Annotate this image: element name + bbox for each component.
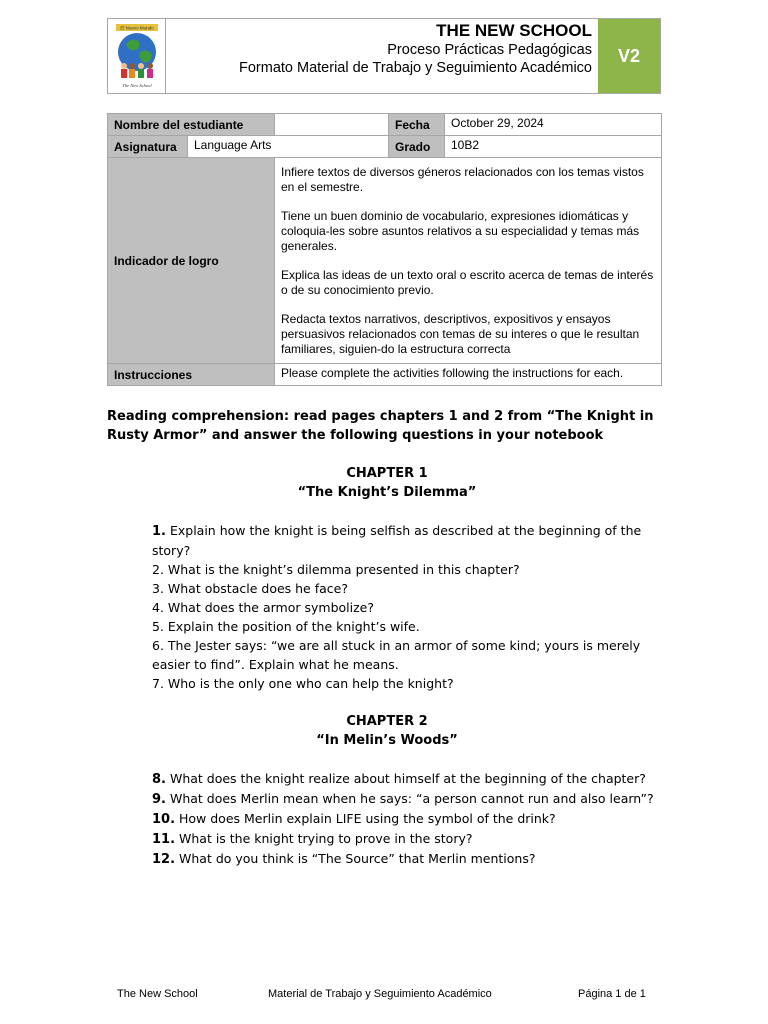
question-item: 3. What obstacle does he face? <box>152 581 348 596</box>
chapter1-questions <box>107 521 667 693</box>
question-item: 1. Explain how the knight is being selfish as described at the beginning of the story? <box>152 523 642 558</box>
worksheet-body <box>107 407 667 869</box>
svg-text:El Nuevo Mundo: El Nuevo Mundo <box>119 25 154 31</box>
student-info-table <box>107 113 662 386</box>
school-logo <box>108 19 166 93</box>
date-label: Fecha <box>389 114 445 136</box>
question-item: 4. What does the armor symbolize? <box>152 600 374 615</box>
instructions-value: Please complete the activities following the instructions for each. <box>275 364 662 386</box>
question-item: 12. What do you think is “The Source” that Merlin mentions? <box>152 851 536 867</box>
question-item: 9. What does Merlin mean when he says: “a person cannot run and also learn”? <box>152 791 654 807</box>
date-value: October 29, 2024 <box>445 114 662 136</box>
question-item: 11. What is the knight trying to prove in the story? <box>152 831 473 847</box>
document-header <box>107 18 661 94</box>
format-name: Formato Material de Trabajo y Seguimiento Académico <box>238 60 592 76</box>
question-item: 6. The Jester says: “we are all stuck in an armor of some kind; yours is merely easier to find”. Explain what he means. <box>152 638 641 672</box>
indicator-label: Indicador de logro <box>108 158 275 364</box>
version-badge: V2 <box>598 19 660 93</box>
question-item: 7. Who is the only one who can help the knight? <box>152 676 454 691</box>
question-item: 10. How does Merlin explain LIFE using the symbol of the drink? <box>152 811 556 827</box>
indicator-list <box>275 158 662 364</box>
indicator-item: Infiere textos de diversos géneros relacionados con los temas vistos en el semestre. <box>281 165 644 194</box>
indicator-item: Redacta textos narrativos, descriptivos, expositivos y ensayos persuasivos relacionados con temas de su interes o que le resultan familiares, siguien-do la estructura correcta <box>281 312 640 356</box>
indicator-item: Explica las ideas de un texto oral o escrito acerca de temas de interés o de su conocimiento previo. <box>281 268 654 297</box>
grade-label: Grado <box>389 136 445 158</box>
school-title: THE NEW SCHOOL <box>436 21 592 40</box>
chapter2-subtitle: “In Melin’s Woods” <box>316 733 458 748</box>
instructions-label: Instrucciones <box>108 364 275 386</box>
chapter1-title: CHAPTER 1 <box>346 466 428 481</box>
chapter1-subtitle: “The Knight’s Dilemma” <box>297 485 477 500</box>
process-name: Proceso Prácticas Pedagógicas <box>387 42 592 58</box>
student-name-label: Nombre del estudiante <box>108 114 275 136</box>
chapter2-questions <box>107 769 667 869</box>
student-name-field[interactable] <box>275 114 389 136</box>
indicator-item: Tiene un buen dominio de vocabulario, expresiones idiomáticas y coloquia-les sobre asuntos relativos a su especialidad y temas más generales. <box>281 209 640 253</box>
grade-value: 10B2 <box>445 136 662 158</box>
footer-page-number: Página 1 de 1 <box>578 988 646 1000</box>
question-item: 2. What is the knight’s dilemma presented in this chapter? <box>152 562 520 577</box>
chapter2-title: CHAPTER 2 <box>346 714 428 729</box>
footer-school: The New School <box>117 988 198 1000</box>
question-item: 5. Explain the position of the knight’s wife. <box>152 619 420 634</box>
reading-intro: Reading comprehension: read pages chapters 1 and 2 from “The Knight in Rusty Armor” and answer the following questions in your notebook <box>107 409 654 443</box>
globe-logo-icon <box>114 22 160 90</box>
footer-format: Material de Trabajo y Seguimiento Académico <box>268 988 492 1000</box>
subject-value: Language Arts <box>188 136 389 158</box>
svg-text:The New School: The New School <box>121 83 152 88</box>
subject-label: Asignatura <box>108 136 188 158</box>
question-item: 8. What does the knight realize about himself at the beginning of the chapter? <box>152 771 646 787</box>
